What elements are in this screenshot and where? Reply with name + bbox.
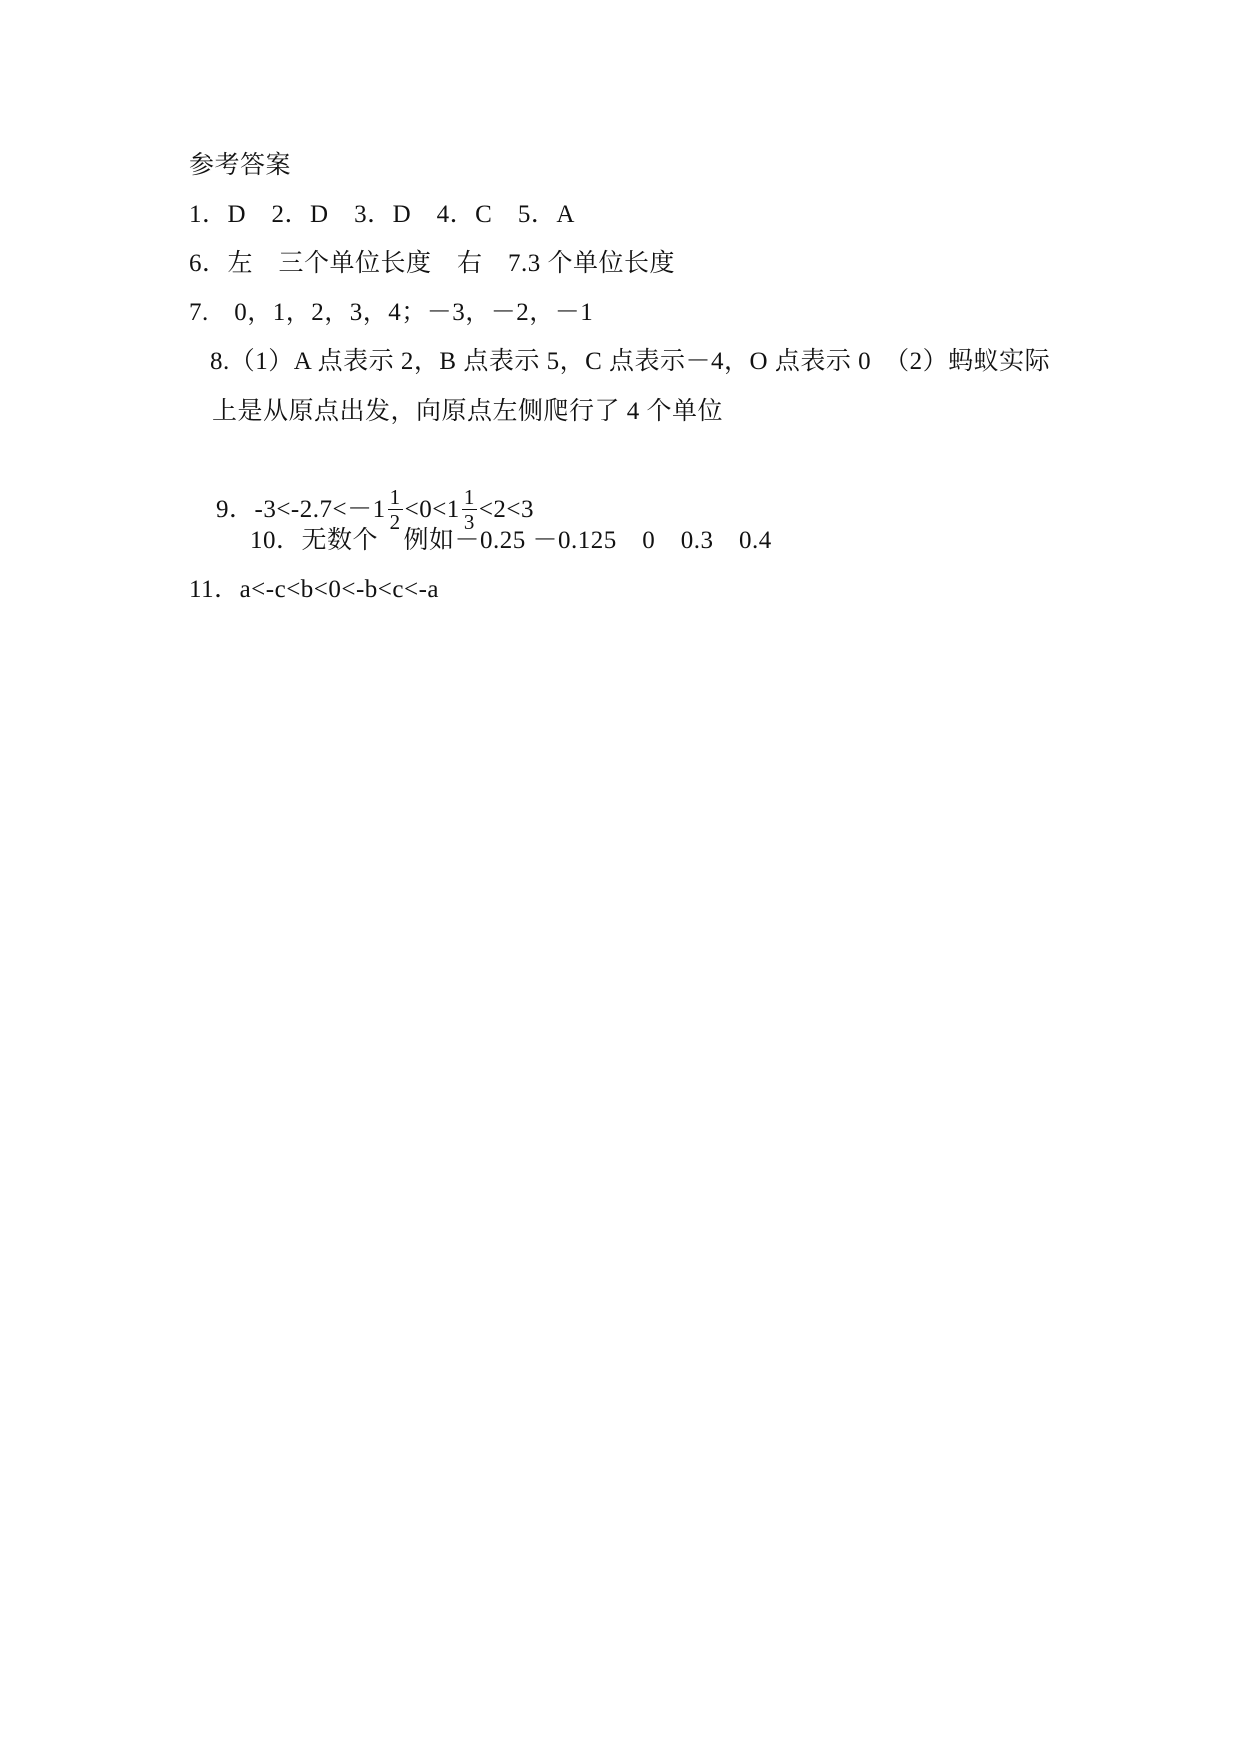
answer-10: 10．无数个 例如－0.25 －0.125 0 0.3 0.4 (250, 527, 772, 554)
answer-9-middle: <0<1 (404, 496, 460, 524)
answer-7: 7. 0，1，2，3，4；－3，－2，－1 (189, 299, 594, 326)
fraction-numerator: 1 (389, 485, 401, 509)
page-title: 参考答案 (189, 152, 292, 179)
fraction-numerator: 1 (463, 485, 475, 509)
fraction-denominator: 2 (389, 510, 401, 534)
answer-9-prefix: 9．-3<-2.7<－1 (216, 496, 386, 524)
answer-6: 6．左 三个单位长度 右 7.3 个单位长度 (189, 250, 676, 277)
answer-9-suffix: <2<3 (478, 496, 535, 524)
answer-11: 11．a<-c<b<0<-b<c<-a (189, 576, 440, 603)
answer-8-line-1: 8.（1）A 点表示 2，B 点表示 5，C 点表示－4，O 点表示 0 （2）蚂蚁实际 (210, 348, 1051, 375)
answer-8-line-2: 上是从原点出发，向原点左侧爬行了 4 个单位 (212, 398, 724, 425)
answer-1-5: 1．D 2．D 3．D 4．C 5．A (189, 201, 575, 228)
fraction-denominator: 3 (463, 510, 475, 534)
